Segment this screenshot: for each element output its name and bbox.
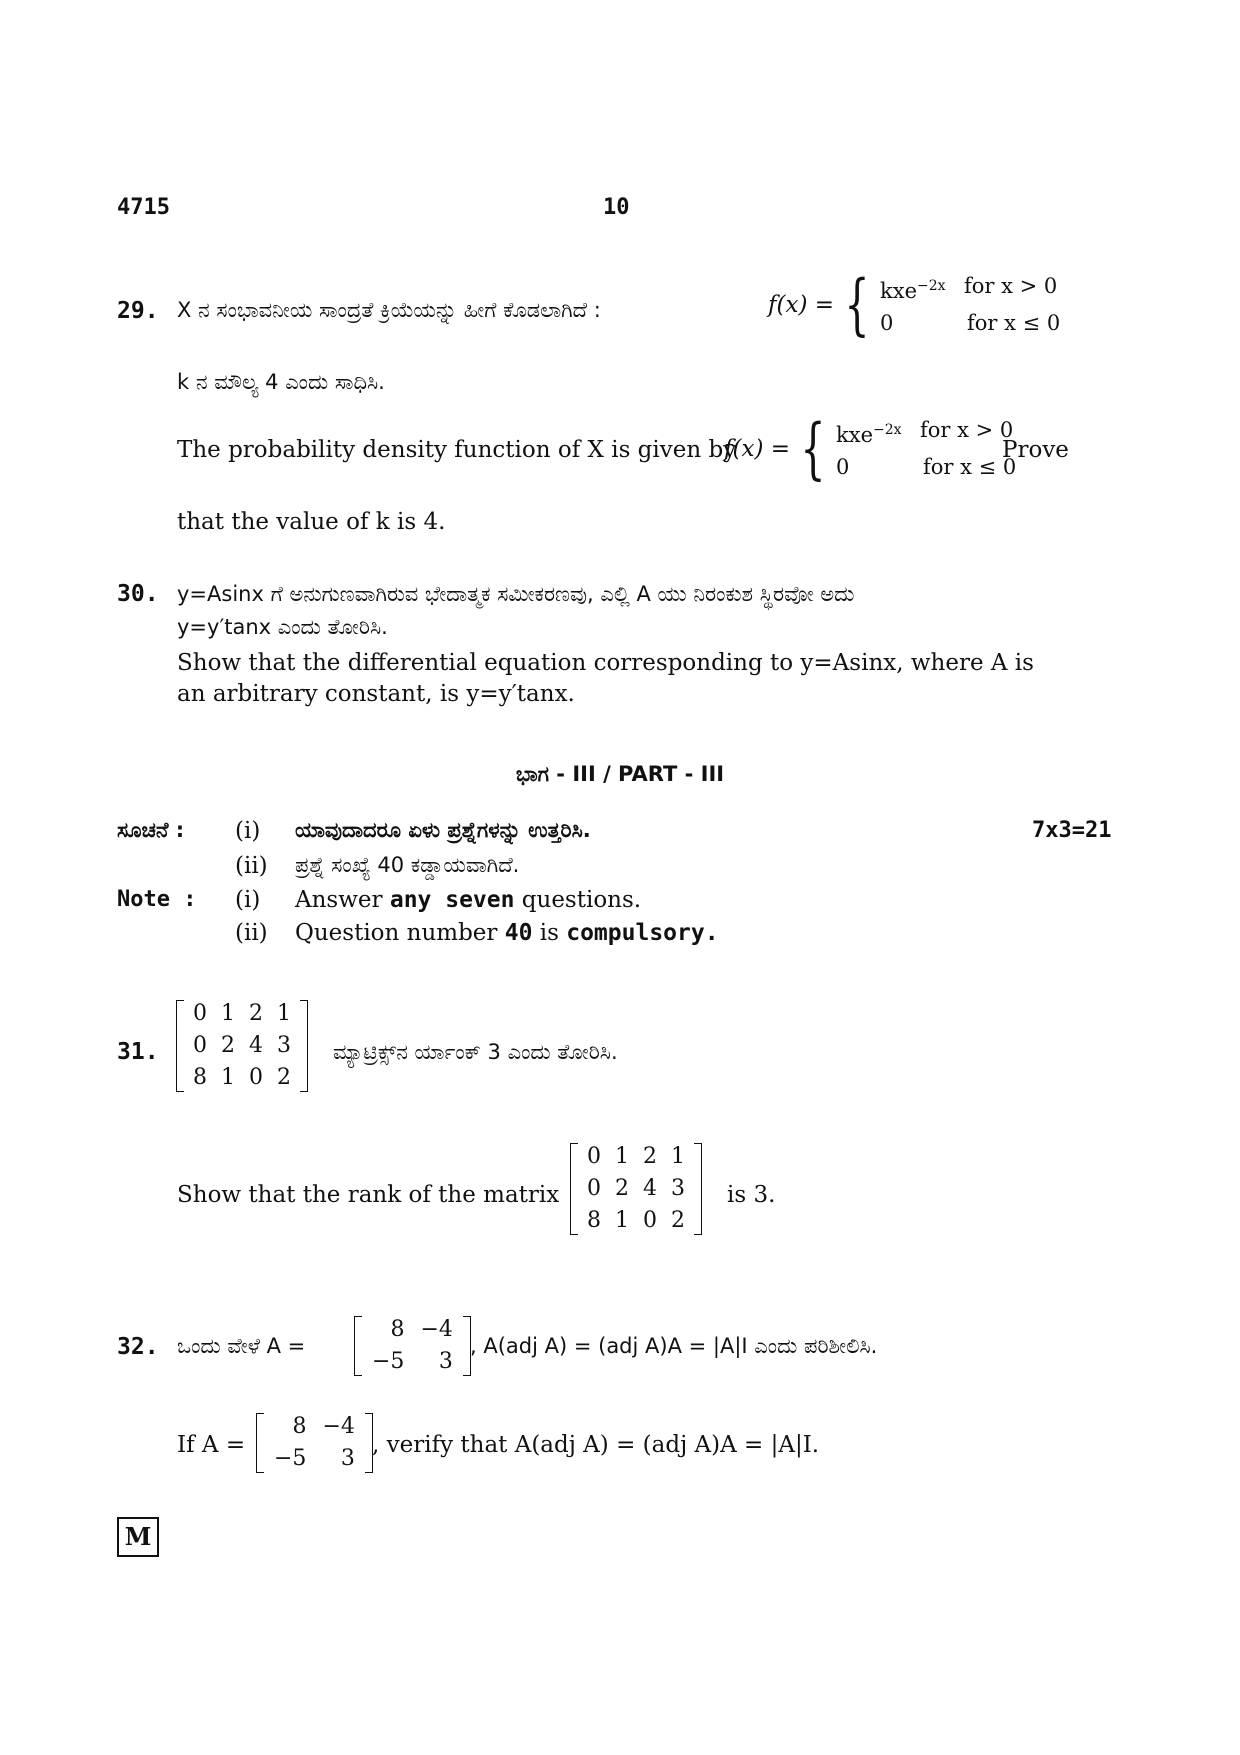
q31-matrix-cell: 8 xyxy=(193,1065,207,1090)
q29-english-line1: The probability density function of X is given by xyxy=(177,437,737,463)
q29-english-line2: that the value of k is 4. xyxy=(177,509,446,535)
instr-kn-1-num: (i) xyxy=(235,818,261,844)
q31-matrix-cell: 0 xyxy=(249,1065,263,1090)
q32-matrix-en xyxy=(256,1411,373,1475)
q31-matrix-cell: 2 xyxy=(615,1176,629,1201)
marks-allocation: 7x3=21 xyxy=(1032,818,1112,843)
q29-piecewise-en: f(x) = { kxe$^{-2x}$ for x > 0 0 for x ≤ 0 xyxy=(724,409,1017,487)
q31-matrix-cell: 0 xyxy=(587,1144,601,1169)
q29-kannada-line1: X ನ ಸಂಭಾವನೀಯ ಸಾಂದ್ರತೆ ಕ್ರಿಯೆಯನ್ನು ಹೀಗೆ ಕೊಡಲಾಗಿದೆ : xyxy=(177,298,601,322)
question-number-30: 30. xyxy=(117,581,159,607)
q30-english-line1: Show that the differential equation corresponding to y=Asinx, where A is xyxy=(177,650,1034,676)
q29-prove: Prove xyxy=(1002,437,1069,463)
medium-box-m: M xyxy=(117,1517,159,1557)
q29-kannada-line2: k ನ ಮೌಲ್ಯ 4 ಎಂದು ಸಾಧಿಸಿ. xyxy=(177,370,385,394)
q31-matrix-cell: 4 xyxy=(249,1033,263,1058)
q31-matrix-cell: 0 xyxy=(643,1208,657,1233)
q32-matrix-cell: 3 xyxy=(340,1446,355,1471)
q31-matrix-cell: 1 xyxy=(671,1144,685,1169)
q30-kannada-line1: y=Asinx ಗೆ ಅನುಗುಣವಾಗಿರುವ ಭೇದಾತ್ಮಕ ಸಮೀಕರಣವು, ಎಲ್ಲಿ A ಯು ನಿರಂಕುಶ ಸ್ಥಿರವೋ ಅದು xyxy=(177,582,855,606)
q32-matrix-row xyxy=(266,1411,363,1443)
note-label: Note : xyxy=(117,887,197,912)
q31-matrix-row xyxy=(186,1030,298,1062)
q32-matrix-cell: −5 xyxy=(274,1446,307,1471)
instr-kn-2-num: (ii) xyxy=(235,853,268,879)
q31-matrix-cell: 1 xyxy=(277,1001,291,1026)
part-heading: ಭಾಗ - III / PART - III xyxy=(515,762,725,786)
q31-matrix-cell: 2 xyxy=(643,1144,657,1169)
q32-matrix-cell: 8 xyxy=(292,1414,307,1439)
q32-matrix-cell: −5 xyxy=(372,1349,405,1374)
q31-matrix-cell: 3 xyxy=(277,1033,291,1058)
instr-kn-2: ಪ್ರಶ್ನೆ ಸಂಖ್ಯೆ 40 ಕಡ್ಡಾಯವಾಗಿದೆ. xyxy=(295,853,520,877)
q32-english-post: , verify that A(adj A) = (adj A)A = |A|I. xyxy=(372,1432,820,1458)
q31-matrix-cell: 1 xyxy=(615,1144,629,1169)
q31-matrix-cell: 1 xyxy=(221,1001,235,1026)
note-2-num: (ii) xyxy=(235,920,268,946)
q32-kannada-post: , A(adj A) = (adj A)A = |A|I ಎಂದು ಪರಿಶೀಲಿಸಿ. xyxy=(470,1334,878,1358)
q31-matrix-cell: 2 xyxy=(249,1001,263,1026)
q32-matrix-cell: 3 xyxy=(438,1349,453,1374)
q31-matrix-row xyxy=(580,1141,692,1173)
note-1-num: (i) xyxy=(235,887,261,913)
q31-matrix-cell: 1 xyxy=(221,1065,235,1090)
q31-matrix-cell: 2 xyxy=(221,1033,235,1058)
q31-matrix-cell: 8 xyxy=(587,1208,601,1233)
q32-matrix-cell: −4 xyxy=(322,1414,355,1439)
q29-piecewise-kn: f(x) = { kxe$^{-2x}$ for x > 0 0 for x ≤ 0 xyxy=(768,265,1061,343)
question-number-32: 32. xyxy=(117,1334,159,1360)
q32-matrix-row xyxy=(364,1346,461,1378)
question-number-31: 31. xyxy=(117,1039,159,1065)
q31-kannada-text: ಮ್ಯಾಟ್ರಿಕ್ಸ್‌ನ ರ್ಯಾಂಕ್ 3 ಎಂದು ತೋರಿಸಿ. xyxy=(333,1040,618,1064)
q31-matrix-cell: 2 xyxy=(671,1208,685,1233)
paper-code: 4715 xyxy=(117,195,170,220)
instr-kn-1: ಯಾವುದಾದರೂ ಏಳು ಪ್ರಶ್ನೆಗಳನ್ನು ಉತ್ತರಿಸಿ. xyxy=(295,818,591,842)
q30-english-line2: an arbitrary constant, is y=y′tanx. xyxy=(177,681,575,707)
q32-matrix-kn xyxy=(354,1314,471,1378)
q32-matrix-row xyxy=(266,1443,363,1475)
q31-matrix-cell: 0 xyxy=(587,1176,601,1201)
question-number-29: 29. xyxy=(117,298,159,324)
q31-matrix-cell: 2 xyxy=(277,1065,291,1090)
q31-matrix-kn xyxy=(176,998,308,1094)
q31-matrix-row xyxy=(580,1205,692,1237)
note-1: Answer any seven questions. xyxy=(295,887,642,913)
q32-kannada-pre: ಒಂದು ವೇಳೆ A = xyxy=(177,1334,306,1358)
q31-matrix-en xyxy=(570,1141,702,1237)
q31-matrix-row xyxy=(580,1173,692,1205)
q32-matrix-cell: −4 xyxy=(420,1317,453,1342)
q31-matrix-row xyxy=(186,1062,298,1094)
q31-english-post: is 3. xyxy=(727,1182,776,1208)
q32-matrix-row xyxy=(364,1314,461,1346)
q31-matrix-cell: 0 xyxy=(193,1033,207,1058)
instructions-label-kn: ಸೂಚನೆ : xyxy=(117,818,185,842)
page-number: 10 xyxy=(603,195,630,220)
q31-matrix-cell: 3 xyxy=(671,1176,685,1201)
q32-english-pre: If A = xyxy=(177,1432,246,1458)
q31-matrix-cell: 4 xyxy=(643,1176,657,1201)
q31-matrix-cell: 0 xyxy=(193,1001,207,1026)
q30-kannada-line2: y=y′tanx ಎಂದು ತೋರಿಸಿ. xyxy=(177,615,388,639)
note-2: Question number 40 is compulsory. xyxy=(295,920,719,946)
q31-english-pre: Show that the rank of the matrix xyxy=(177,1182,560,1208)
q31-matrix-row xyxy=(186,998,298,1030)
q32-matrix-cell: 8 xyxy=(390,1317,405,1342)
q31-matrix-cell: 1 xyxy=(615,1208,629,1233)
